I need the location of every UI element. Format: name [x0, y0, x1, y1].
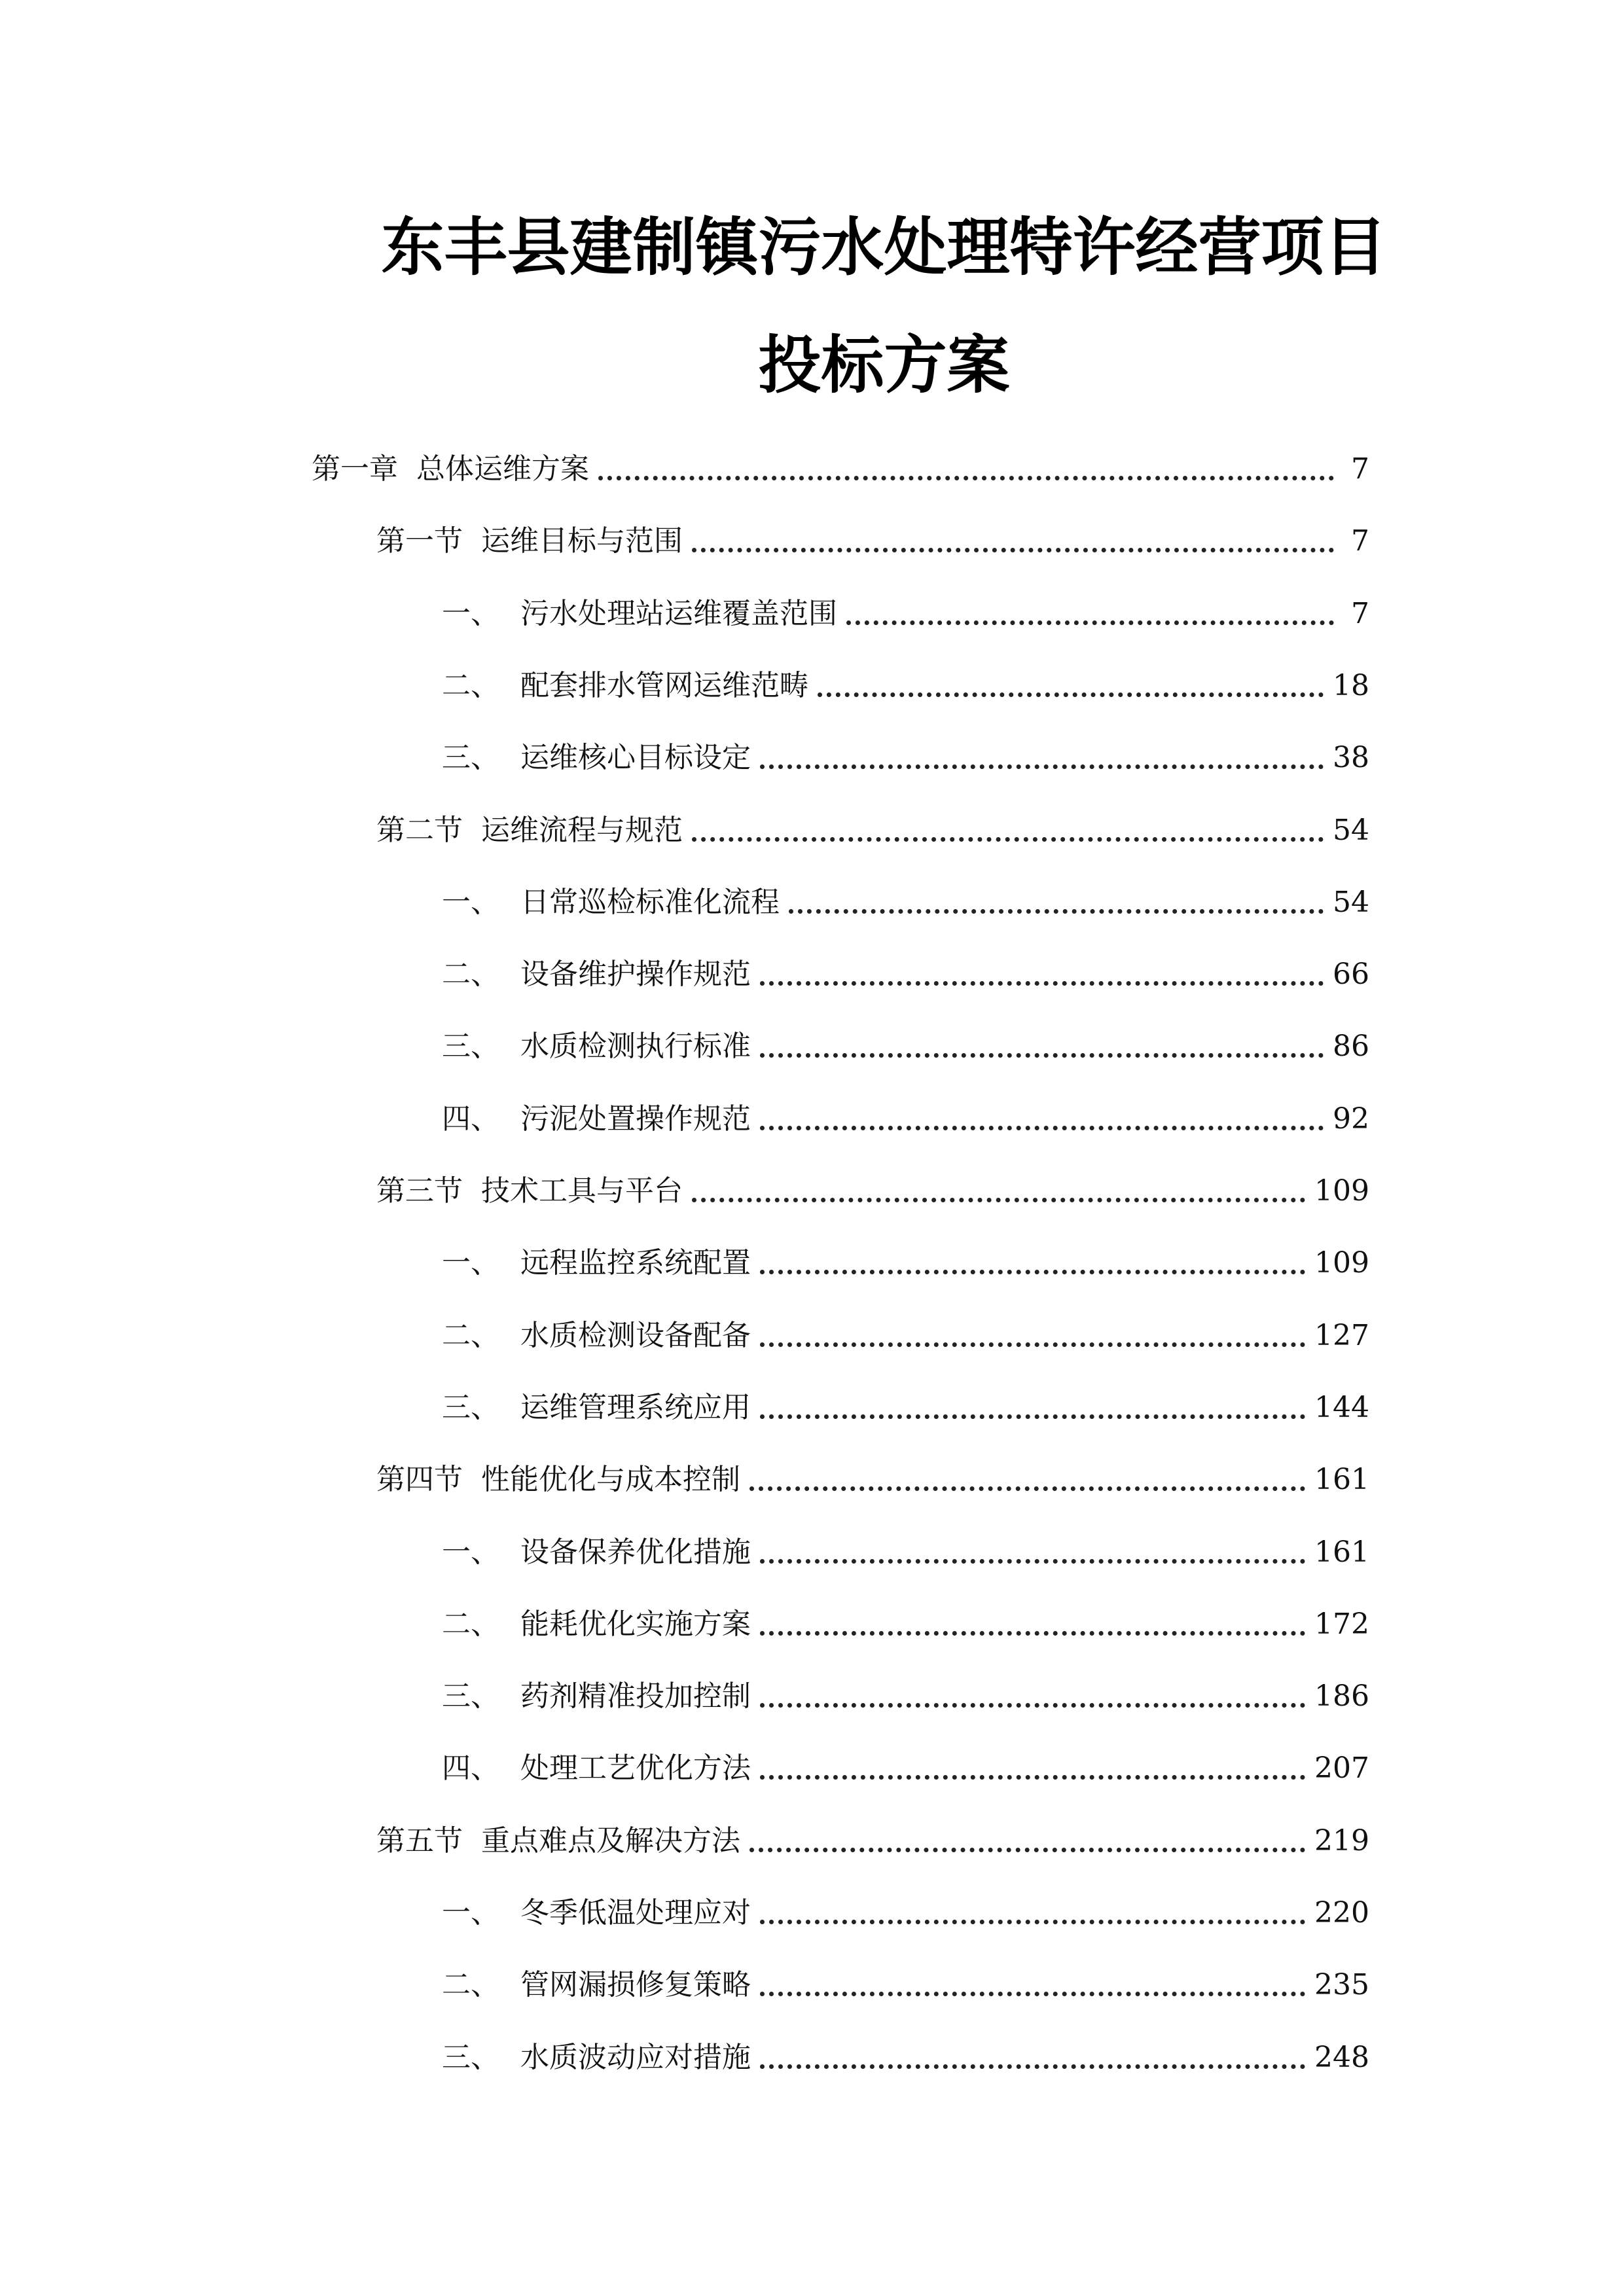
toc-entry-title: 总体运维方案: [416, 452, 589, 486]
toc-dot-leader: [818, 692, 1324, 697]
toc-entry[interactable]: [442, 1527, 1369, 1573]
toc-entry[interactable]: [442, 1310, 1369, 1356]
toc-page-number: 109: [1314, 1174, 1369, 1208]
toc-dot-leader: [760, 1342, 1305, 1347]
toc-entry[interactable]: [442, 1382, 1369, 1428]
toc-entry-title: 冬季低温处理应对: [520, 1896, 751, 1929]
toc-dot-leader: [760, 2064, 1305, 2069]
toc-entry-number: 三、: [442, 741, 499, 774]
toc-entry-number: 二、: [442, 669, 499, 702]
toc-entry-title: 运维核心目标设定: [520, 741, 751, 774]
toc-entry-title: 水质检测设备配备: [520, 1319, 751, 1352]
toc-dot-leader: [760, 1631, 1305, 1636]
toc-page-number: 7: [1351, 524, 1369, 558]
toc-entry-title: 水质波动应对措施: [520, 2041, 751, 2074]
toc-page-number: 172: [1314, 1607, 1369, 1641]
toc-page-number: 54: [1333, 886, 1369, 919]
toc-entry-title: 配套排水管网运维范畴: [520, 669, 808, 702]
toc-entry-title: 运维流程与规范: [481, 814, 683, 847]
toc-entry-number: 三、: [442, 1030, 499, 1063]
toc-entry-number: 二、: [442, 958, 499, 991]
toc-entry-number: 四、: [442, 1751, 499, 1785]
toc-entry-number: 三、: [442, 1679, 499, 1713]
toc-dot-leader: [692, 837, 1324, 842]
toc-entry-title: 技术工具与平台: [481, 1174, 683, 1208]
toc-page-number: 127: [1314, 1319, 1369, 1352]
toc-dot-leader: [760, 1270, 1305, 1274]
toc-entry-number: 第五节: [376, 1824, 463, 1857]
toc-entry[interactable]: [376, 805, 1369, 851]
toc-entry[interactable]: [442, 1743, 1369, 1789]
toc-page-number: 54: [1333, 814, 1369, 847]
toc-entry-title: 药剂精准投加控制: [520, 1679, 751, 1713]
toc-entry[interactable]: [376, 1166, 1369, 1211]
toc-entry[interactable]: [442, 949, 1369, 995]
toc-entry[interactable]: [442, 1888, 1369, 1933]
toc-dot-leader: [789, 909, 1324, 914]
toc-dot-leader: [760, 1126, 1324, 1130]
toc-entry-title: 污水处理站运维覆盖范围: [520, 597, 837, 630]
toc-entry-number: 第三节: [376, 1174, 463, 1208]
toc-dot-leader: [692, 548, 1334, 552]
toc-entry[interactable]: [312, 444, 1369, 490]
toc-page-number: 248: [1314, 2041, 1369, 2074]
toc-page-number: 7: [1351, 597, 1369, 630]
toc-dot-leader: [760, 1775, 1305, 1780]
toc-entry-title: 水质检测执行标准: [520, 1030, 751, 1063]
toc-entry[interactable]: [442, 732, 1369, 778]
toc-entry-title: 设备保养优化措施: [520, 1535, 751, 1569]
toc-entry[interactable]: [442, 1960, 1369, 2005]
toc-entry-number: 第一章: [312, 452, 398, 486]
toc-dot-leader: [760, 1992, 1305, 1996]
toc-page-number: 66: [1333, 958, 1369, 991]
toc-entry-title: 管网漏损修复策略: [520, 1968, 751, 2001]
toc-entry[interactable]: [442, 1094, 1369, 1139]
toc-entry[interactable]: [376, 1454, 1369, 1500]
toc-page-number: 18: [1333, 669, 1369, 702]
toc-dot-leader: [760, 1703, 1305, 1708]
toc-dot-leader: [760, 981, 1324, 986]
toc-entry[interactable]: [442, 1021, 1369, 1067]
toc-entry-title: 能耗优化实施方案: [520, 1607, 751, 1641]
toc-entry[interactable]: [442, 1599, 1369, 1645]
toc-dot-leader: [749, 1486, 1305, 1491]
toc-entry-number: 三、: [442, 2041, 499, 2074]
toc-entry[interactable]: [442, 2032, 1369, 2078]
toc-entry-title: 运维目标与范围: [481, 524, 683, 558]
toc-dot-leader: [749, 1848, 1305, 1852]
toc-entry-number: 一、: [442, 597, 499, 630]
toc-entry-number: 一、: [442, 1246, 499, 1280]
toc-page-number: 220: [1314, 1896, 1369, 1929]
toc-entry[interactable]: [376, 1816, 1369, 1861]
toc-entry-title: 远程监控系统配置: [520, 1246, 751, 1280]
toc-dot-leader: [760, 1414, 1305, 1419]
toc-entry-title: 日常巡检标准化流程: [520, 886, 780, 919]
toc-entry-number: 第二节: [376, 814, 463, 847]
toc-page-number: 144: [1314, 1391, 1369, 1424]
toc-page-number: 207: [1314, 1751, 1369, 1785]
toc-page-number: 7: [1351, 452, 1369, 486]
document-title-line-1: 东丰县建制镇污水处理特许经营项目: [381, 211, 1387, 284]
toc-page-number: 92: [1333, 1102, 1369, 1136]
toc-entry-title: 性能优化与成本控制: [481, 1463, 740, 1496]
toc-entry-title: 污泥处置操作规范: [520, 1102, 751, 1136]
toc-entry-number: 二、: [442, 1607, 499, 1641]
toc-entry-title: 处理工艺优化方法: [520, 1751, 751, 1785]
toc-entry-number: 一、: [442, 886, 499, 919]
toc-dot-leader: [760, 1559, 1305, 1564]
toc-entry-title: 重点难点及解决方法: [481, 1824, 740, 1857]
toc-entry[interactable]: [442, 1671, 1369, 1717]
toc-entry-number: 二、: [442, 1319, 499, 1352]
toc-page-number: 109: [1314, 1246, 1369, 1280]
toc-entry-title: 设备维护操作规范: [520, 958, 751, 991]
toc-page-number: 38: [1333, 741, 1369, 774]
toc-entry[interactable]: [442, 588, 1369, 634]
toc-entry[interactable]: [442, 877, 1369, 923]
toc-dot-leader: [760, 1053, 1324, 1058]
toc-entry[interactable]: [376, 516, 1369, 562]
toc-entry-number: 一、: [442, 1896, 499, 1929]
toc-page-number: 235: [1314, 1968, 1369, 2001]
toc-dot-leader: [760, 764, 1324, 769]
toc-entry-number: 四、: [442, 1102, 499, 1136]
toc-entry-number: 一、: [442, 1535, 499, 1569]
toc-page-number: 86: [1333, 1030, 1369, 1063]
toc-page-number: 186: [1314, 1679, 1369, 1713]
toc-entry-number: 二、: [442, 1968, 499, 2001]
toc-page-number: 219: [1314, 1824, 1369, 1857]
document-title-line-2: 投标方案: [758, 329, 1010, 402]
toc-dot-leader: [846, 620, 1334, 625]
toc-page-number: 161: [1314, 1535, 1369, 1569]
toc-entry-number: 第一节: [376, 524, 463, 558]
toc-dot-leader: [760, 1920, 1305, 1924]
toc-entry-title: 运维管理系统应用: [520, 1391, 751, 1424]
toc-entry-number: 第四节: [376, 1463, 463, 1496]
toc-page-number: 161: [1314, 1463, 1369, 1496]
toc-entry-number: 三、: [442, 1391, 499, 1424]
toc-entry[interactable]: [442, 660, 1369, 706]
toc-entry[interactable]: [442, 1238, 1369, 1283]
toc-dot-leader: [598, 476, 1334, 480]
toc-dot-leader: [692, 1198, 1305, 1202]
